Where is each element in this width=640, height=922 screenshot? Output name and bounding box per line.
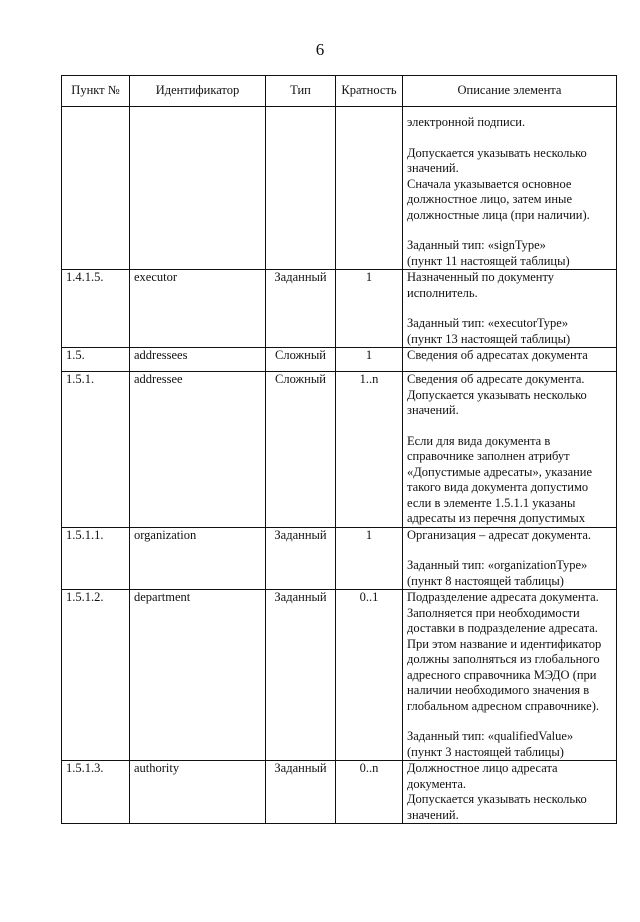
description-paragraph: [407, 348, 612, 364]
description-line: (пункт 11 настоящей таблицы): [407, 253, 570, 268]
cell-description: [403, 761, 617, 824]
cell-description: [403, 107, 617, 270]
description-line: должностное лицо, затем иные: [407, 192, 572, 206]
description-line: Организация – адресат документа.: [407, 527, 592, 542]
table-row: [62, 527, 617, 590]
cell-type: [266, 107, 336, 270]
description-line: если в элементе 1.5.1.1 указаны: [407, 495, 576, 510]
table-row: [62, 590, 617, 761]
description-paragraph: [407, 528, 612, 544]
description-line: значений.: [407, 161, 459, 175]
cell-item-number: [62, 107, 130, 270]
description-paragraph: [407, 270, 612, 301]
description-line: Заданный тип: «qualifiedValue»: [407, 729, 574, 743]
cell-type: Заданный: [266, 761, 336, 824]
description-paragraph: [407, 238, 612, 269]
cell-item-number: 1.4.1.5.: [62, 270, 130, 348]
description-line: При этом название и идентификатор: [407, 636, 602, 651]
description-line: наличии необходимого значения в: [407, 683, 590, 697]
cell-item-number: 1.5.1.2.: [62, 590, 130, 761]
description-line: глобальном адресном справочнике).: [407, 698, 600, 713]
cell-description: [403, 372, 617, 528]
description-paragraph: [407, 434, 612, 527]
description-line: Заданный тип: «organizationType»: [407, 558, 588, 572]
cell-description: [403, 270, 617, 348]
description-line: Сведения об адресате документа.: [407, 372, 585, 386]
description-line: Сначала указывается основное: [407, 176, 572, 191]
description-line: адресаты из перечня допустимых: [407, 511, 586, 525]
description-line: (пункт 8 настоящей таблицы): [407, 573, 564, 588]
cell-identifier: addressee: [130, 372, 266, 528]
description-line: (пункт 13 настоящей таблицы): [407, 331, 571, 346]
description-line: электронной подписи.: [407, 115, 526, 129]
header-description: Описание элемента: [403, 76, 617, 107]
cell-multiplicity: 0..1: [336, 590, 403, 761]
cell-identifier: executor: [130, 270, 266, 348]
description-line: Если для вида документа в: [407, 433, 551, 448]
cell-item-number: 1.5.: [62, 348, 130, 372]
description-paragraph: [407, 729, 612, 760]
cell-type: Заданный: [266, 590, 336, 761]
description-line: Допускается указывать несколько: [407, 792, 587, 806]
cell-multiplicity: 0..n: [336, 761, 403, 824]
description-line: значений.: [407, 403, 459, 417]
description-paragraph: [407, 146, 612, 224]
description-line: доставки в подразделение адресата.: [407, 621, 598, 635]
cell-description: [403, 590, 617, 761]
table-header-row: [62, 76, 617, 107]
cell-type: Сложный: [266, 372, 336, 528]
table-row: [62, 348, 617, 372]
description-line: должностные лица (при наличии).: [407, 207, 590, 222]
cell-multiplicity: 1: [336, 527, 403, 590]
table-row: [62, 761, 617, 824]
cell-description: [403, 527, 617, 590]
cell-type: Заданный: [266, 527, 336, 590]
description-line: Назначенный по документу: [407, 270, 555, 284]
table-row: [62, 270, 617, 348]
description-paragraph: [407, 590, 612, 714]
cell-multiplicity: 1: [336, 270, 403, 348]
description-line: Заданный тип: «signType»: [407, 238, 546, 252]
cell-multiplicity: 1..n: [336, 372, 403, 528]
cell-identifier: organization: [130, 527, 266, 590]
cell-multiplicity: [336, 107, 403, 270]
table-row: [62, 107, 617, 270]
cell-item-number: 1.5.1.: [62, 372, 130, 528]
cell-identifier: addressees: [130, 348, 266, 372]
cell-type: Сложный: [266, 348, 336, 372]
table-row: [62, 372, 617, 528]
description-paragraph: [407, 115, 612, 131]
description-paragraph: [407, 558, 612, 589]
header-type: Тип: [266, 76, 336, 107]
description-line: Подразделение адресата документа.: [407, 590, 599, 604]
cell-multiplicity: 1: [336, 348, 403, 372]
cell-identifier: [130, 107, 266, 270]
description-line: документа.: [407, 776, 467, 791]
description-line: (пункт 3 настоящей таблицы): [407, 744, 564, 759]
description-line: Должностное лицо адресата: [407, 761, 558, 775]
description-line: такого вида документа допустимо: [407, 480, 589, 494]
cell-description: [403, 348, 617, 372]
description-paragraph: [407, 761, 612, 823]
cell-type: Заданный: [266, 270, 336, 348]
header-item-number: Пункт №: [62, 76, 130, 107]
description-line: адресного справочника МЭДО (при: [407, 667, 597, 682]
cell-item-number: 1.5.1.3.: [62, 761, 130, 824]
description-line: «Допустимые адресаты», указание: [407, 464, 593, 479]
description-line: Допускается указывать несколько: [407, 145, 587, 160]
description-paragraph: [407, 316, 612, 347]
description-line: исполнитель.: [407, 285, 478, 300]
description-line: справочнике заполнен атрибут: [407, 449, 570, 463]
specification-table: [61, 75, 617, 824]
cell-item-number: 1.5.1.1.: [62, 527, 130, 590]
description-line: должны заполняться из глобального: [407, 652, 600, 666]
header-identifier: Идентификатор: [130, 76, 266, 107]
description-line: значений.: [407, 807, 459, 822]
header-multiplicity: Кратность: [336, 76, 403, 107]
description-line: Заполняется при необходимости: [407, 605, 580, 620]
description-line: Допускается указывать несколько: [407, 387, 587, 402]
description-line: Сведения об адресатах документа: [407, 348, 588, 362]
cell-identifier: department: [130, 590, 266, 761]
description-line: Заданный тип: «executorType»: [407, 316, 569, 330]
description-paragraph: [407, 372, 612, 419]
cell-identifier: authority: [130, 761, 266, 824]
page-number: 6: [315, 40, 325, 59]
